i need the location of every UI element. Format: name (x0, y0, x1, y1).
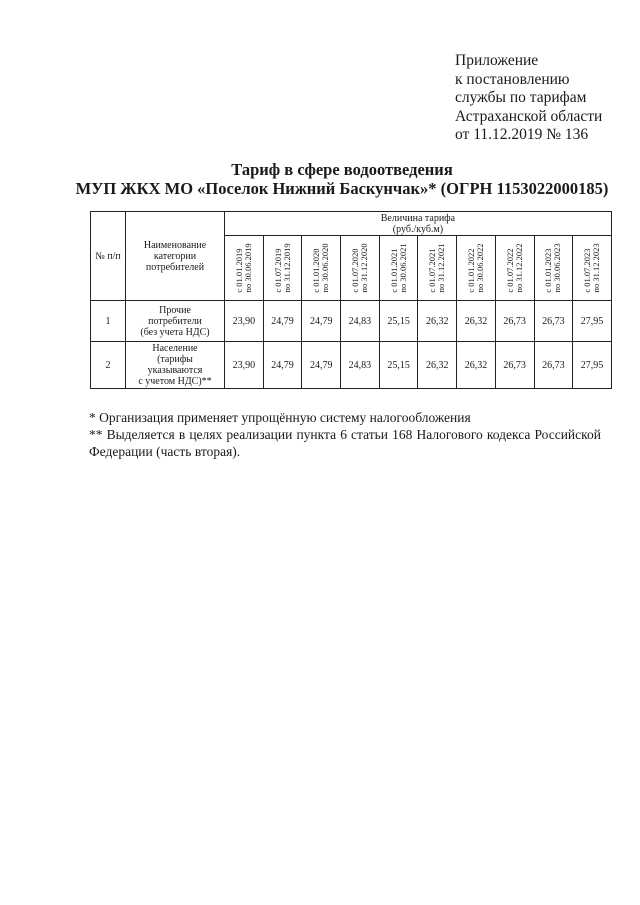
row-category-line: с учетом НДС)** (138, 376, 212, 387)
header-period (573, 236, 612, 301)
period-to: по 31.12.2019 (281, 243, 292, 293)
header-period (263, 236, 302, 301)
header-category (126, 212, 225, 301)
period-to: по 30.06.2020 (320, 243, 331, 293)
tariff-value: 24,79 (263, 342, 302, 389)
header-period (418, 236, 457, 301)
footnote-2: ** Выделяется в целях реализации пункта 6 статьи 168 Налогового кодекса Российской Федерации (часть вторая). (89, 427, 601, 459)
period-to: по 31.12.2023 (591, 243, 602, 293)
header-period (341, 236, 380, 301)
header-period (379, 236, 418, 301)
period-label (351, 243, 369, 292)
period-from: с 01.07.2021 (427, 248, 438, 293)
row-category (126, 342, 225, 389)
row-number: 2 (91, 342, 126, 389)
tariff-value: 27,95 (573, 301, 612, 342)
appendix-block (455, 52, 602, 145)
footnote-1: * Организация применяет упрощённую систему налогообложения (89, 410, 471, 425)
header-tariff-unit: (руб./куб.м) (392, 223, 444, 235)
appendix-line: Астраханской области (455, 107, 603, 125)
tariff-value: 26,32 (457, 301, 496, 342)
tariff-value: 26,32 (418, 301, 457, 342)
period-to: по 31.12.2022 (513, 243, 524, 293)
tariff-value: 26,32 (457, 342, 496, 389)
period-label (544, 243, 562, 292)
tariff-value: 24,83 (341, 342, 380, 389)
tariff-value: 26,73 (495, 342, 534, 389)
tariff-value: 26,73 (495, 301, 534, 342)
header-tariff-label: Величина тарифа (380, 212, 456, 224)
header-period (302, 236, 341, 301)
period-label (428, 243, 446, 292)
table-row (91, 301, 612, 342)
row-category-line: Население (152, 343, 198, 354)
document-title: Тариф в сфере водоотведения (231, 160, 453, 179)
tariff-value: 24,83 (341, 301, 380, 342)
period-from: с 01.07.2019 (272, 248, 283, 293)
tariff-value: 23,90 (225, 342, 264, 389)
period-to: по 30.06.2022 (474, 243, 485, 293)
tariff-value: 23,90 (225, 301, 264, 342)
header-period (534, 236, 573, 301)
period-label (312, 243, 330, 292)
tariff-value: 24,79 (302, 301, 341, 342)
row-category-line: (без учета НДС) (140, 326, 210, 338)
period-from: с 01.01.2019 (233, 248, 244, 293)
appendix-line: к постановлению (455, 70, 570, 88)
row-number: 1 (91, 301, 126, 342)
period-label (235, 243, 253, 292)
tariff-value: 26,73 (534, 301, 573, 342)
period-from: с 01.07.2020 (349, 248, 360, 293)
period-from: с 01.01.2020 (311, 248, 322, 293)
header-period (457, 236, 496, 301)
tariff-value: 25,15 (379, 342, 418, 389)
header-number-label: № п/п (95, 250, 121, 262)
period-from: с 01.01.2021 (388, 248, 399, 293)
period-to: по 31.12.2021 (436, 243, 447, 293)
row-category-line: указываются (147, 365, 203, 376)
header-number (91, 212, 126, 301)
header-category-label: Наименование категории потребителей (143, 239, 207, 273)
tariff-value: 27,95 (573, 342, 612, 389)
row-category-line: (тарифы (157, 354, 193, 365)
appendix-line: службы по тарифам (455, 89, 587, 106)
tariff-value: 25,15 (379, 301, 418, 342)
period-label (467, 243, 485, 292)
row-category-line: потребители (148, 315, 202, 327)
tariff-value: 26,73 (534, 342, 573, 389)
period-to: по 31.12.2020 (358, 243, 369, 293)
tariff-value: 24,79 (302, 342, 341, 389)
period-to: по 30.06.2021 (397, 243, 408, 293)
period-from: с 01.07.2023 (582, 248, 593, 293)
period-label (506, 243, 524, 292)
table-row (91, 342, 612, 389)
appendix-line: Приложение (455, 52, 539, 69)
row-category (126, 301, 225, 342)
period-label (274, 243, 292, 292)
period-to: по 30.06.2023 (552, 243, 563, 293)
period-from: с 01.07.2022 (504, 248, 515, 293)
period-to: по 30.06.2019 (242, 243, 253, 293)
period-label (583, 243, 601, 292)
period-from: с 01.01.2022 (465, 248, 476, 293)
tariff-value: 24,79 (263, 301, 302, 342)
appendix-line: от 11.12.2019 № 136 (455, 126, 589, 143)
period-from: с 01.01.2023 (543, 248, 554, 293)
tariff-table (90, 211, 612, 389)
header-tariff (225, 212, 612, 236)
footnotes (89, 409, 601, 460)
header-period (225, 236, 264, 301)
table-header-row (91, 212, 612, 236)
header-period (495, 236, 534, 301)
period-label (390, 243, 408, 292)
document-subtitle: МУП ЖКХ МО «Поселок Нижний Баскунчак»* (ОГРН 1153022000185) (75, 179, 609, 198)
tariff-value: 26,32 (418, 342, 457, 389)
row-category-line: Прочие (159, 304, 191, 316)
